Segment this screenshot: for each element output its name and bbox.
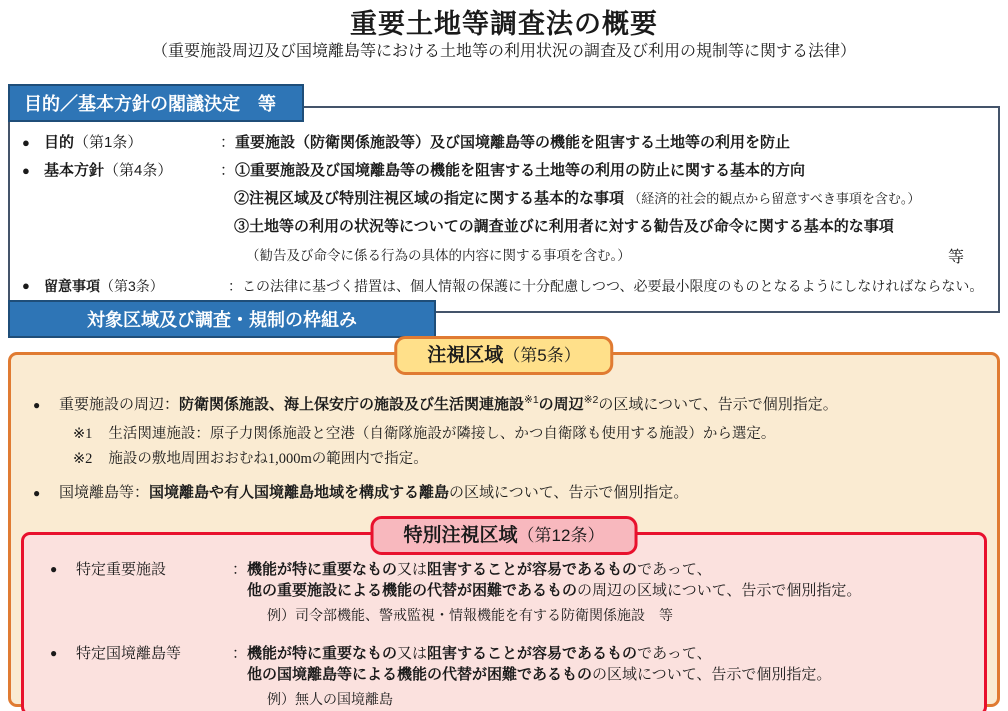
chushi-zone-label [394, 336, 613, 375]
caution-label: 留意事項 [44, 278, 100, 294]
chushi-zone-title: 注視区域 [427, 345, 504, 366]
section-zones-header: 対象区域及び調査・規制の枠組み [8, 300, 436, 338]
specified-facility-label: 特定重要施設 [76, 561, 167, 578]
specified-facility-example: 例）司令部機能、警戒監視・情報機能を有する防衛関係施設 等 [267, 609, 674, 624]
specified-facility-line-1 [247, 559, 861, 580]
important-facility-row [11, 389, 997, 416]
specified-island-example: 例）無人の国境離島 [267, 693, 394, 708]
bullet-icon: ● [50, 562, 58, 576]
border-island-row [11, 482, 997, 504]
chushi-zone-article: （第5条） [503, 346, 581, 365]
bullet-icon: ● [22, 135, 30, 150]
si-mid: 又は [397, 645, 428, 662]
sf-bold-2: 阻害することが容易であるもの [427, 561, 638, 578]
colon: ： [220, 162, 236, 179]
policy-article: （第4条） [104, 162, 173, 179]
island-bold: 国境離島や有人国境離島地域を構成する離島 [149, 484, 450, 501]
purpose-row [22, 132, 992, 154]
policy-text-3-note: （勧告及び命令に係る行為の具体的内容に関する事項を含む。） [246, 248, 631, 263]
page-title: 重要土地等調査法の概要 [350, 9, 658, 39]
footnote-2 [11, 449, 997, 470]
section-purpose-box [8, 106, 1000, 313]
bullet-icon: ● [22, 163, 30, 178]
si-bold-3: 他の国境離島等による機能の代替が困難であるもの [247, 666, 593, 683]
si-tail-2: の区域について、告示で個別指定。 [592, 666, 832, 683]
bullet-icon: ● [22, 278, 30, 293]
chushi-zone-box [8, 345, 1000, 708]
colon: ： [220, 134, 236, 151]
tokubetsu-zone-title: 特別注視区域 [403, 525, 518, 546]
colon: ： [228, 278, 242, 294]
policy-text-2-note: （経済的社会的観点から留意すべき事項を含む。） [628, 191, 921, 206]
policy-text-2-main: ②注視区域及び特別注視区域の指定に関する基本的な事項 [234, 190, 625, 207]
island-lead: 国境離島等： [59, 484, 150, 501]
footnote-1-text: 生活関連施設：原子力関係施設と空港（自衛隊施設が隣接し、かつ自衛隊も使用する施設）から選定。 [108, 426, 776, 442]
policy-text-3 [234, 216, 992, 238]
caution-row [22, 275, 992, 297]
si-bold-1: 機能が特に重要なもの [247, 645, 398, 662]
sf-tail-1: であって、 [637, 561, 712, 578]
purpose-text: 重要施設（防衛関係施設等）及び国境離島等の機能を阻害する土地等の利用を防止 [235, 134, 791, 151]
page-subtitle: （重要施設周辺及び国境離島等における土地等の利用状況の調査及び利用の規制等に関する法律） [151, 43, 856, 60]
footnote-1-mark: ※1 [73, 426, 93, 442]
facility-lead: 重要施設の周辺： [59, 396, 180, 413]
specified-facility-row [24, 559, 984, 627]
policy-label: 基本方針 [44, 162, 105, 179]
bullet-icon: ● [33, 398, 41, 412]
specified-island-label: 特定国境離島等 [76, 645, 182, 662]
tokubetsu-zone-box [21, 525, 987, 711]
facility-bold-1: 防衛関係施設、海上保安庁の施設及び生活関連施設 [179, 396, 525, 413]
ref-mark-1: ※1 [524, 394, 539, 406]
facility-rest: の区域について、告示で個別指定。 [598, 396, 838, 413]
sf-tail-2: の周辺の区域について、告示で個別指定。 [577, 582, 862, 599]
policy-text-1: ①重要施設及び国境離島等の機能を阻害する土地等の利用の防止に関する基本的方向 [235, 162, 806, 179]
specified-facility-line-2 [247, 580, 861, 601]
sf-mid: 又は [397, 561, 428, 578]
etc-label: 等 [947, 249, 964, 266]
sf-bold-3: 他の重要施設による機能の代替が困難であるもの [247, 582, 578, 599]
footnote-2-mark: ※2 [73, 451, 93, 467]
footnote-1 [11, 424, 997, 445]
purpose-article: （第1条） [74, 134, 143, 151]
footnote-2-text: 施設の敷地周囲おおむね1,000mの範囲内で指定。 [108, 451, 428, 467]
specified-island-row [24, 643, 984, 711]
specified-island-line-1 [247, 643, 831, 664]
policy-row [22, 160, 992, 182]
tokubetsu-zone-article: （第12条） [517, 526, 605, 545]
purpose-label: 目的 [44, 134, 75, 151]
section-purpose-header: 目的／基本方針の閣議決定 等 [8, 84, 304, 122]
policy-text-2 [234, 188, 992, 210]
sf-bold-1: 機能が特に重要なもの [247, 561, 398, 578]
specified-island-line-2 [247, 664, 831, 685]
section-purpose [8, 84, 1000, 313]
bullet-icon: ● [33, 486, 41, 500]
caution-article: （第3条） [100, 278, 164, 294]
policy-text-3-note-row [246, 244, 964, 267]
bullet-icon: ● [50, 646, 58, 660]
caution-text: この法律に基づく措置は、個人情報の保護に十分配慮しつつ、必要最小限度のものとなるようにしなければならない。 [242, 278, 984, 294]
colon: ： [232, 561, 248, 578]
policy-text-3-main: ③土地等の利用の状況等についての調査並びに利用者に対する勧告及び命令に関する基本的な事項 [234, 218, 894, 235]
ref-mark-2: ※2 [583, 394, 599, 406]
colon: ： [232, 645, 248, 662]
si-bold-2: 阻害することが容易であるもの [427, 645, 638, 662]
facility-bold-2: の周辺 [538, 396, 584, 413]
tokubetsu-zone-label [371, 516, 638, 555]
island-rest: の区域について、告示で個別指定。 [449, 484, 689, 501]
si-tail-1: であって、 [637, 645, 712, 662]
